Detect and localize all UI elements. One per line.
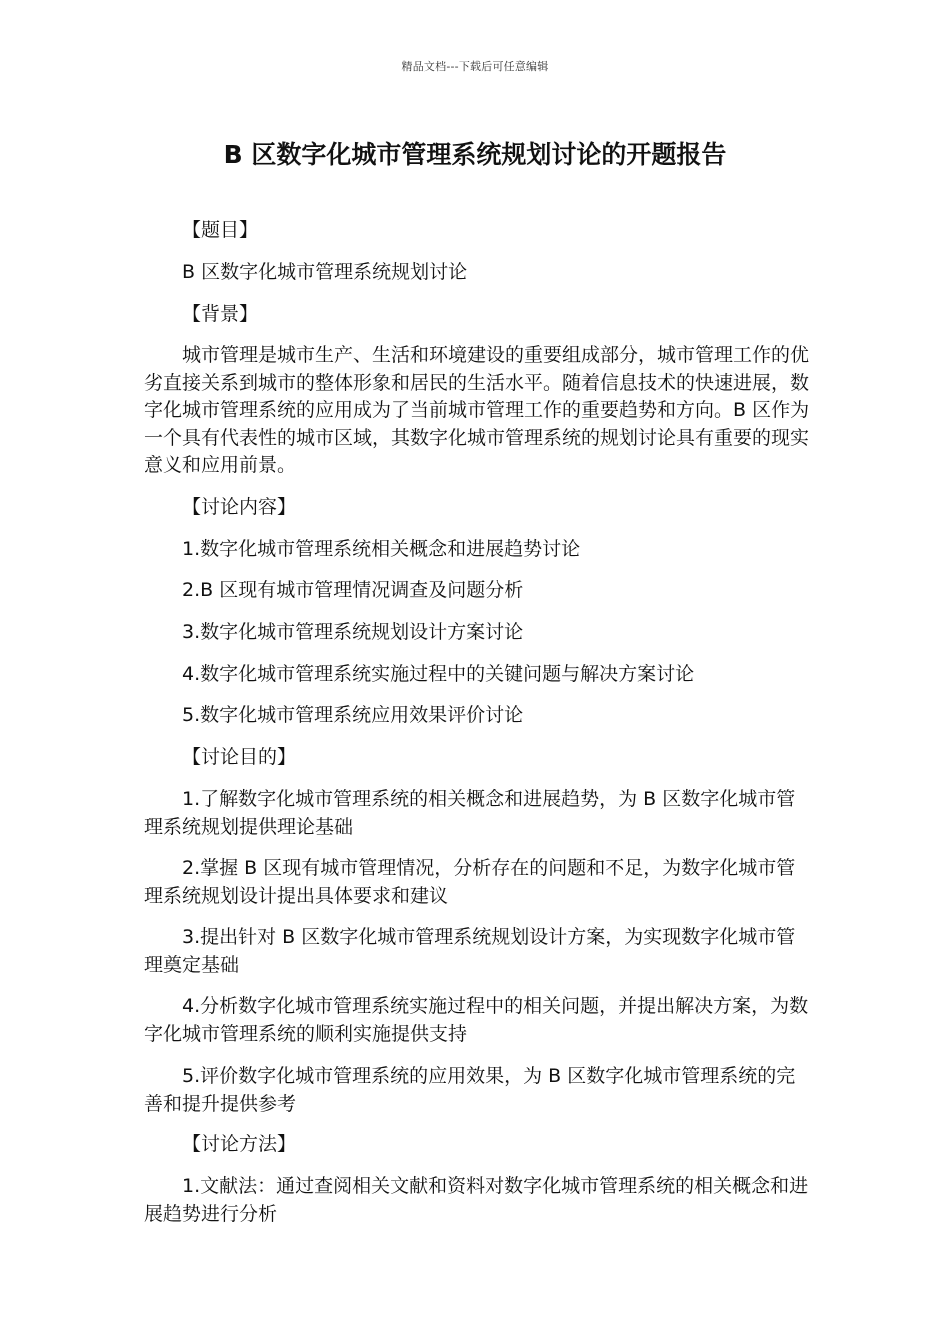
list-item: 4.数字化城市管理系统实施过程中的关键问题与解决方案讨论 xyxy=(182,663,695,685)
section-method-heading: 【讨论方法】 xyxy=(182,1133,297,1155)
document-title: B 区数字化城市管理系统规划讨论的开题报告 xyxy=(223,140,727,169)
list-item: 4.分析数字化城市管理系统实施过程中的相关问题，并提出解决方案，为数字化城市管理系统的顺利实施提供支持 xyxy=(144,995,809,1045)
list-item: 3.提出针对 B 区数字化城市管理系统规划设计方案，为实现数字化城市管理奠定基础 xyxy=(144,926,796,976)
list-item: 2.掌握 B 区现有城市管理情况，分析存在的问题和不足，为数字化城市管理系统规划设计提出具体要求和建议 xyxy=(144,857,796,907)
section-background-text: 城市管理是城市生产、生活和环境建设的重要组成部分，城市管理工作的优劣直接关系到城市的整体形象和居民的生活水平。随着信息技术的快速进展，数字化城市管理系统的应用成为了当前城市管理工作的重要趋势和方向。B 区作为一个具有代表性的城市区域，其数字化城市管理系统的规划讨论具有重要的现实意义和应用前景。 xyxy=(144,344,810,476)
section-content-heading: 【讨论内容】 xyxy=(182,496,297,518)
list-item: 1.数字化城市管理系统相关概念和进展趋势讨论 xyxy=(182,538,581,560)
list-item: 2.B 区现有城市管理情况调查及问题分析 xyxy=(182,579,524,601)
section-topic-heading: 【题目】 xyxy=(182,219,259,241)
list-item: 1.文献法：通过查阅相关文献和资料对数字化城市管理系统的相关概念和进展趋势进行分析 xyxy=(144,1175,809,1225)
header-note: 精品文档---下载后可任意编辑 xyxy=(401,60,549,73)
list-item: 5.评价数字化城市管理系统的应用效果，为 B 区数字化城市管理系统的完善和提升提供参考 xyxy=(144,1065,796,1115)
section-purpose-heading: 【讨论目的】 xyxy=(182,746,297,768)
list-item: 1.了解数字化城市管理系统的相关概念和进展趋势，为 B 区数字化城市管理系统规划提供理论基础 xyxy=(144,788,796,838)
list-item: 3.数字化城市管理系统规划设计方案讨论 xyxy=(182,621,524,643)
list-item: 5.数字化城市管理系统应用效果评价讨论 xyxy=(182,704,524,726)
section-background-heading: 【背景】 xyxy=(182,303,259,325)
section-topic-text: B 区数字化城市管理系统规划讨论 xyxy=(182,261,468,283)
